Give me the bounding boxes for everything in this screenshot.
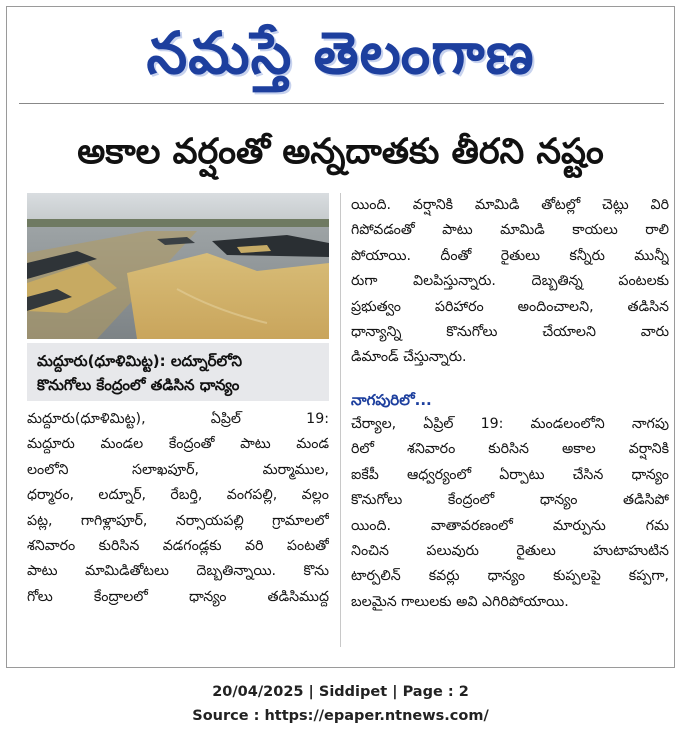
text-line: ధాన్యాన్ని కొనుగోలు చేయాలని వారు <box>351 324 669 341</box>
text-line: మద్దూరు(ధూళిమిట్ట), ఏప్రిల్ 19: <box>27 411 329 427</box>
text-line: ధర్మారం, లద్నూర్, రేబర్తి, వంగపల్లి, వల్లం <box>27 487 329 504</box>
text-line: నించిన పలువురు రైతులు హుటాహుటిన <box>351 543 669 560</box>
text-line: యింది. వర్షానికి మామిడి తోటల్లో చెట్లు విరి <box>351 197 669 213</box>
news-photo <box>27 193 329 339</box>
text-line: రుగా విలపిస్తున్నారు. దెబ్బతిన్న పంటలకు <box>351 273 669 290</box>
news-clipping <box>6 6 675 668</box>
article-column-left <box>27 407 329 610</box>
text-line: ఐకేపీ ఆధ్వర్యంలో ఏర్పాటు చేసిన ధాన్యం <box>351 466 669 483</box>
text-line: పోయాయి. దీంతో రైతులు కన్నీరు మున్నీ <box>351 247 669 264</box>
article-column-right-top <box>351 193 669 371</box>
text-line: రిలో శనివారం కురిసిన అకాల వర్షానికి <box>351 441 669 458</box>
footer-date-edition: 20/04/2025 | Siddipet | Page : 2 <box>212 684 469 700</box>
text-line: పాటు మామిడితోటలు దెబ్బతిన్నాయి. కొను <box>27 563 329 580</box>
masthead-rule <box>19 103 664 104</box>
caption-line: కొనుగోలు కేంద్రంలో తడిసిన ధాన్యం <box>37 376 240 394</box>
column-divider <box>340 193 341 647</box>
footer-source: Source : https://epaper.ntnews.com/ <box>192 708 489 724</box>
article-column-right-bottom <box>351 412 669 615</box>
text-line: శనివారం కురిసిన వడగండ్లకు వరి పంటతో <box>27 538 329 555</box>
newspaper-masthead: నమస్తే తెలంగాణ <box>146 19 535 87</box>
text-line: గోలు కేంద్రాలలో ధాన్యం తడిసిముద్ద <box>27 588 329 605</box>
text-line: డిమాండ్ చేస్తున్నారు. <box>351 349 467 366</box>
text-line: కొనుగోలు కేంద్రంలో ధాన్యం తడిసిపో <box>351 492 669 509</box>
photo-caption <box>27 343 329 401</box>
text-line: టార్పలిన్ కవర్లు ధాన్యం కుప్పలపై కప్పగా, <box>351 568 669 585</box>
text-line: ప్రభుత్వం పరిహారం అందించాలని, తడిసిన <box>351 298 669 315</box>
text-line: గిపోవడంతో పాటు మామిడి కాయలు రాలి <box>351 222 669 239</box>
text-line: యింది. వాతావరణంలో మార్పును గమ <box>351 517 669 534</box>
text-line: మద్దూరు మండల కేంద్రంతో పాటు మండ <box>27 436 329 453</box>
section-subhead: నాగపురిలో... <box>351 391 432 409</box>
caption-line: మద్దూరు(ధూళిమిట్ట): లద్నూర్‌లోని <box>37 352 243 370</box>
text-line: చేర్యాల, ఏప్రిల్ 19: మండలంలోని నాగపు <box>351 416 669 432</box>
text-line: బలమైన గాలులకు అవి ఎగిరిపోయాయి. <box>351 593 569 610</box>
text-line: పట్ల, గాగిళ్లాపూర్, నర్సాయపల్లి గ్రామాలలో <box>27 512 329 529</box>
article-headline: అకాల వర్షంతో అన్నదాతకు తీరని నష్టం <box>77 132 604 172</box>
text-line: లంలోని సలాఖపూర్, మర్మాముల, <box>27 461 329 478</box>
wet-grain-photo <box>27 193 329 339</box>
